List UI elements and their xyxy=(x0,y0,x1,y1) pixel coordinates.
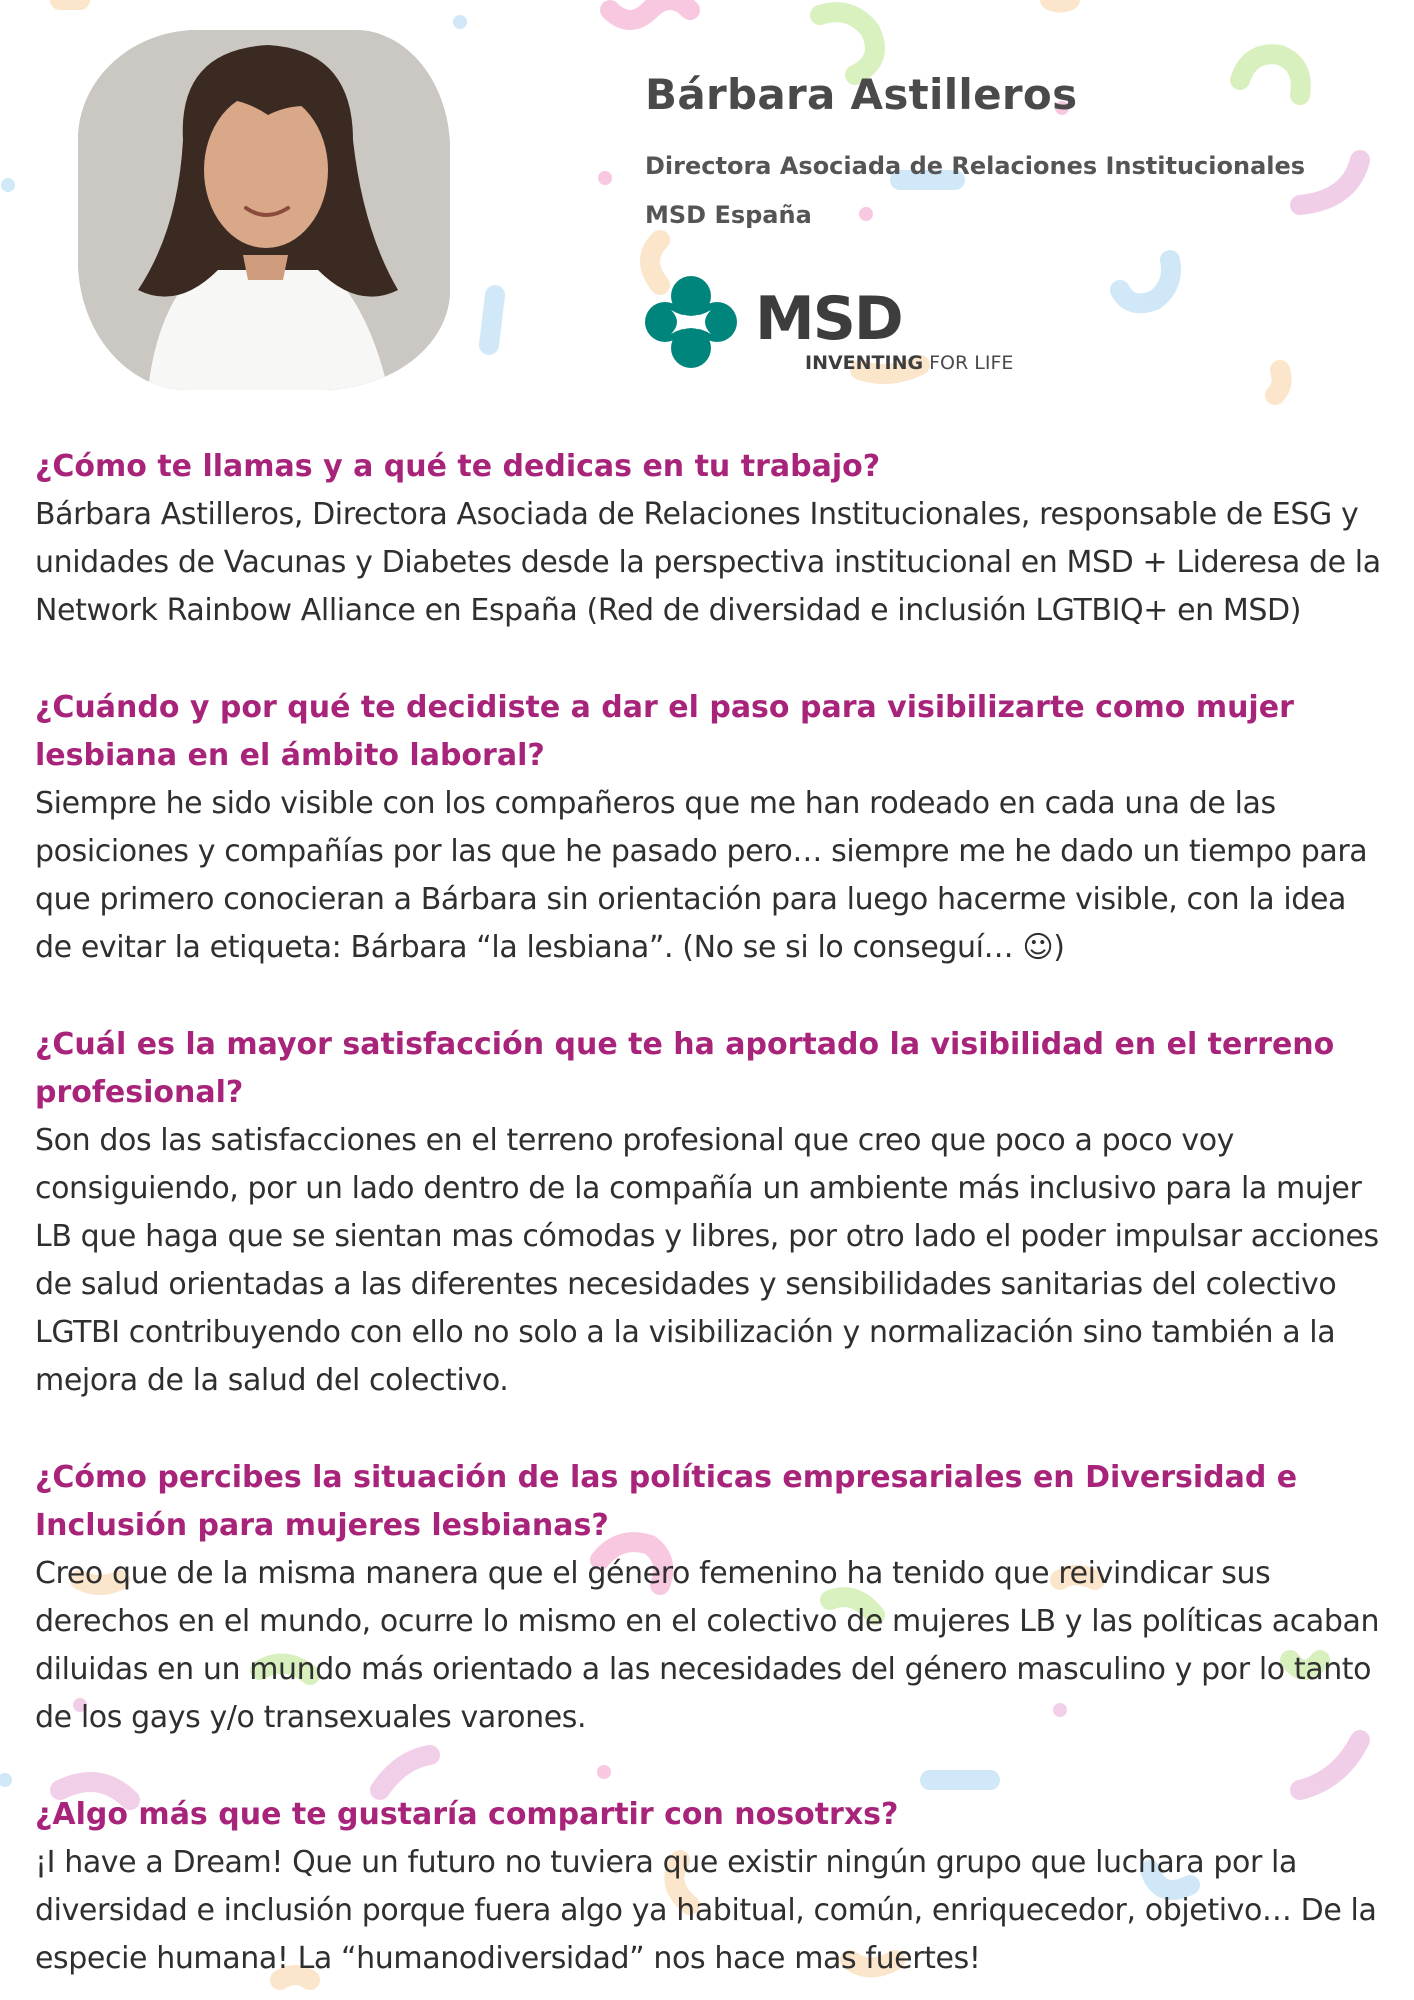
profile-name: Bárbara Astilleros xyxy=(645,70,1078,119)
profile-photo xyxy=(78,30,450,390)
msd-logo xyxy=(645,270,1025,380)
profile-role: Directora Asociada de Relaciones Institucionales xyxy=(645,152,1306,180)
msd-logo-icon xyxy=(645,276,737,368)
msd-wordmark: MSD xyxy=(755,284,902,354)
profile-company: MSD España xyxy=(645,201,812,229)
answer-5: ¡I have a Dream! Que un futuro no tuviera que existir ningún grupo que luchara por la diversidad e inclusión porque fuera algo ya habitual, común, enriquecedor, objetivo… De la especie humana! La “humanodiversidad” nos hace mas fuertes! xyxy=(35,1845,1377,1976)
qa-block-2 xyxy=(35,684,1385,972)
msd-tagline xyxy=(805,352,1013,374)
question-2: ¿Cuándo y por qué te decidiste a dar el paso para visibilizarte como mujer lesbiana en el ámbito laboral? xyxy=(35,690,1294,773)
qa-block-3 xyxy=(35,1021,1385,1405)
question-5: ¿Algo más que te gustaría compartir con nosotrxs? xyxy=(35,1797,899,1832)
msd-tagline-rest: FOR LIFE xyxy=(923,352,1014,374)
answer-1: Bárbara Astilleros, Directora Asociada de Relaciones Institucionales, responsable de ESG y unidades de Vacunas y Diabetes desde la perspectiva institucional en MSD + Lideresa de la Network Rainbow Alliance en España (Red de diversidad e inclusión LGTBIQ+ en MSD) xyxy=(35,497,1381,628)
qa-block-5 xyxy=(35,1791,1385,1983)
question-4: ¿Cómo percibes la situación de las políticas empresariales en Diversidad e Inclusión para mujeres lesbianas? xyxy=(35,1460,1298,1543)
answer-4: Creo que de la misma manera que el género femenino ha tenido que reivindicar sus derechos en el mundo, ocurre lo mismo en el colectivo de mujeres LB y las políticas acaban diluidas en un mundo más orientado a las necesidades del género masculino y por lo tanto de los gays y/o transexuales varones. xyxy=(35,1556,1380,1735)
answer-3: Son dos las satisfacciones en el terreno profesional que creo que poco a poco voy consiguiendo, por un lado dentro de la compañía un ambiente más inclusivo para la mujer LB que haga que se sientan mas cómodas y libres, por otro lado el poder impulsar acciones de salud orientadas a las diferentes necesidades y sensibilidades sanitarias del colectivo LGTBI contribuyendo con ello no solo a la visibilización y normalización sino también a la mejora de la salud del colectivo. xyxy=(35,1123,1379,1398)
question-1: ¿Cómo te llamas y a qué te dedicas en tu trabajo? xyxy=(35,449,881,484)
answer-2: Siempre he sido visible con los compañeros que me han rodeado en cada una de las posiciones y compañías por las que he pasado pero… siempre me he dado un tiempo para que primero conocieran a Bárbara sin orientación para luego hacerme visible, con la idea de evitar la etiqueta: Bárbara “la lesbiana”. (No se si lo conseguí… ☺) xyxy=(35,786,1368,965)
qa-block-4 xyxy=(35,1454,1385,1742)
question-3: ¿Cuál es la mayor satisfacción que te ha aportado la visibilidad en el terreno profesional? xyxy=(35,1027,1335,1110)
msd-tagline-bold: INVENTING xyxy=(805,352,924,374)
qa-block-1 xyxy=(35,443,1385,635)
